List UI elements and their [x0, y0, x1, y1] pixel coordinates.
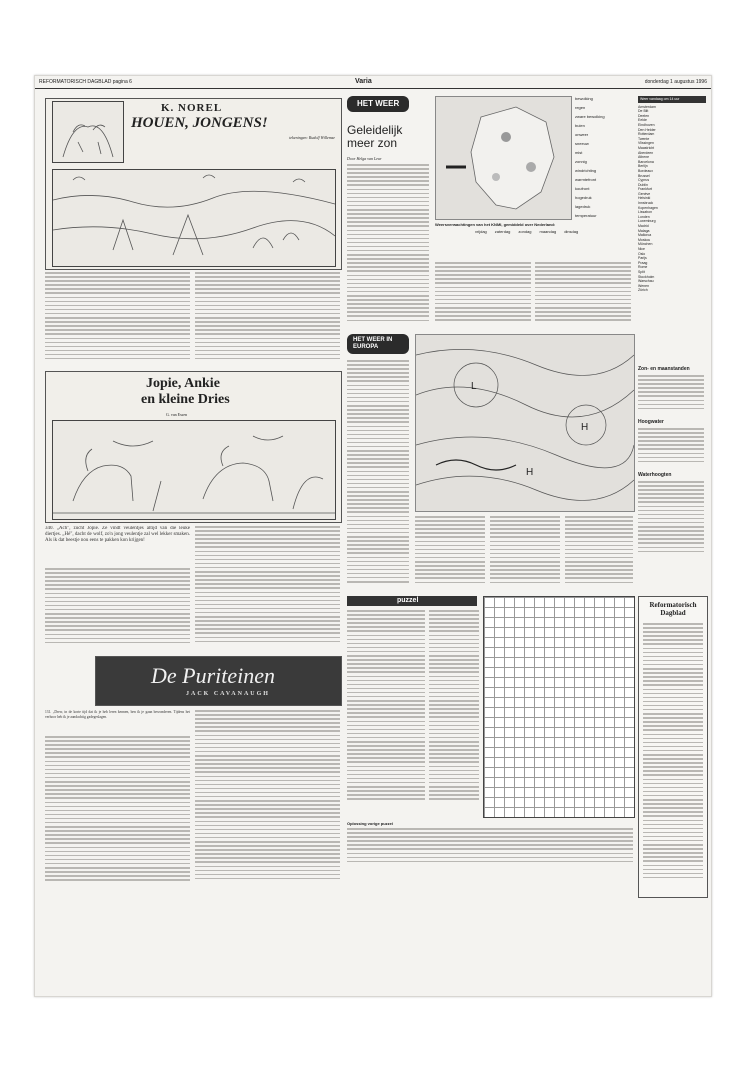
- city-row: Oslo: [638, 251, 646, 256]
- legend-item-13: temperatuur: [575, 213, 597, 218]
- city-row: Brussel: [638, 173, 650, 178]
- svg-text:H: H: [526, 467, 534, 478]
- serial-text-more: [45, 736, 190, 884]
- weather-legend: [575, 96, 631, 226]
- forecast-table: [435, 222, 631, 258]
- weather-article-3: [535, 262, 631, 324]
- city-row: Genève: [638, 191, 651, 196]
- city-row: Londen: [638, 214, 650, 219]
- europe-text-col1: [415, 516, 485, 590]
- comic1-panel-shoreline: [52, 169, 336, 267]
- city-row: Dublin: [638, 182, 648, 187]
- puzzle-solution-title: Oplossing vorige puzzel: [347, 821, 394, 826]
- comic1-panel-boys: [52, 101, 124, 163]
- city-row: Aberdeen: [638, 150, 654, 155]
- forecast-day-4: dinsdag: [564, 229, 579, 234]
- comic1-author: K. NOREL: [161, 102, 223, 114]
- weather-logo-text: HET WEER: [357, 99, 400, 108]
- forecast-day-3: maandag: [539, 229, 557, 234]
- legend-item-1: regen: [575, 105, 586, 110]
- europe-text-col2: [490, 516, 560, 590]
- serial-title: De Puriteinen: [151, 663, 276, 688]
- comic2-title-line1: Jopie, Ankie: [146, 376, 220, 391]
- waterhoogten-title: Waterhoogten: [638, 472, 672, 478]
- serial-author: JACK CAVANAUGH: [186, 691, 270, 697]
- puzzle-title: puzzel: [397, 597, 419, 604]
- legend-item-6: mist: [575, 150, 583, 155]
- puzzle-header: [347, 596, 477, 606]
- serial-banner: [95, 656, 342, 706]
- city-row: Luxemburg: [638, 219, 656, 224]
- city-row: Praag: [638, 260, 648, 265]
- serial-text: 131. „Drew, in de korte tijd dat ik je heb leren kennen, ben ik je gaan bewonderen. Tijdens het verhoor heb ik je aandachtig gadegeslagen.: [45, 710, 190, 719]
- puzzle-clues: [347, 610, 425, 810]
- svg-text:L: L: [471, 381, 477, 392]
- city-row: De Bilt: [638, 109, 649, 114]
- comic1-credit: tekeningen: Rudolf Willemse: [289, 135, 335, 140]
- city-row: Zürich: [638, 288, 648, 293]
- city-row: Athene: [638, 155, 650, 160]
- city-row: Moskou: [638, 237, 651, 242]
- city-row: Helsinki: [638, 196, 651, 201]
- city-row: Split: [638, 269, 645, 274]
- city-weather-table: [638, 96, 706, 346]
- comic1-title: HOUEN, JONGENS!: [131, 115, 268, 131]
- city-row: Kopenhagen: [638, 205, 658, 210]
- weather-article: [347, 164, 429, 324]
- city-row: Den Helder: [638, 127, 656, 132]
- comic2-title-line2: en kleine Dries: [141, 392, 230, 407]
- city-row: Eindhoven: [638, 122, 655, 127]
- masthead-box: [638, 596, 708, 898]
- legend-item-11: hogedruk: [575, 195, 592, 200]
- header-left: REFORMATORISCH DAGBLAD pagina 6: [39, 79, 132, 85]
- city-table-title: Weer vandaag om 14 uur: [638, 96, 706, 103]
- city-row: Mallorca: [638, 233, 652, 238]
- legend-item-3: buien: [575, 123, 585, 128]
- comic2-credit: G. van Essen: [166, 412, 187, 417]
- tides-box: [638, 366, 706, 566]
- legend-item-12: lagedruk: [575, 204, 591, 209]
- svg-text:H: H: [581, 422, 589, 433]
- city-row: Wenen: [638, 283, 650, 288]
- city-row: Stockholm: [638, 274, 655, 279]
- puzzle-clues-2: [429, 610, 479, 810]
- city-row: Berlijn: [638, 164, 648, 169]
- city-row: Madrid: [638, 224, 649, 229]
- tides-title: Zon- en maanstanden: [638, 366, 690, 372]
- legend-item-10: koufront: [575, 186, 590, 191]
- comic-jopie-ankie: [45, 371, 342, 523]
- legend-item-7: zonnig: [575, 159, 587, 164]
- legend-item-2: zware bewolking: [575, 114, 605, 119]
- city-row: Barcelona: [638, 159, 654, 164]
- comic1-story-text: [45, 272, 190, 368]
- city-row: Frankfurt: [638, 187, 653, 192]
- comic-houen-jongens: [45, 98, 342, 270]
- legend-item-5: sneeuw: [575, 141, 589, 146]
- city-row: Innsbruck: [638, 201, 654, 206]
- weather-logo: [347, 96, 409, 112]
- city-row: München: [638, 242, 653, 247]
- header-date: donderdag 1 augustus 1996: [644, 79, 707, 85]
- europe-article: [347, 360, 409, 590]
- newspaper-page: [34, 75, 712, 997]
- forecast-day-1: zaterdag: [494, 229, 511, 234]
- city-rows: [638, 105, 706, 293]
- city-row: Maastricht: [638, 145, 655, 150]
- weather-article-2: [435, 262, 531, 324]
- city-row: Amsterdam: [638, 104, 656, 109]
- hoogwater-title: Hoogwater: [638, 419, 664, 425]
- city-row: Cyprus: [638, 178, 650, 183]
- netherlands-weather-map: [435, 96, 572, 220]
- city-row: Twente: [638, 136, 650, 141]
- puzzle-solution: [347, 821, 633, 891]
- city-row: Lissabon: [638, 210, 653, 215]
- page-header: [35, 76, 711, 89]
- forecast-day-2: zondag: [518, 229, 532, 234]
- europe-text-col3: [565, 516, 633, 590]
- city-row: Rome: [638, 265, 648, 270]
- comic2-story-text-2: [195, 526, 340, 648]
- legend-item-9: warmtefront: [575, 177, 597, 182]
- serial-text-col2: [195, 710, 340, 884]
- weather-headline: Geleidelijk meer zon: [347, 123, 403, 150]
- comic1-story-text-2: [195, 272, 340, 368]
- section-title: Varia: [355, 78, 372, 85]
- comic2-story-text-more: [45, 568, 190, 648]
- comic2-panel-horses: [52, 420, 336, 520]
- city-row: Malaga: [638, 228, 650, 233]
- city-row: Vlissingen: [638, 141, 654, 146]
- city-row: Warschau: [638, 279, 654, 284]
- legend-item-4: onweer: [575, 132, 589, 137]
- europe-logo-text: HET WEER IN EUROPA: [353, 337, 393, 350]
- comic2-story-text: 340. „Ach", zucht Jopie. Ze vindt veulentjes altijd van die leuke diertjes. „Hé", dacht de wolf, zo'n jong veulentje zal wel lekker smaken. Als ik dat beestje nou eens te pakken kon krijgen!: [45, 526, 190, 543]
- forecast-day-0: vrijdag: [475, 229, 487, 234]
- weather-byline: Door Helga van Leur: [347, 156, 382, 161]
- europe-weather-map: [415, 334, 635, 512]
- legend-item-0: bewolking: [575, 96, 593, 101]
- city-row: Eelde: [638, 118, 647, 123]
- europe-weather-logo: [347, 334, 409, 354]
- city-row: Bordeaux: [638, 168, 653, 173]
- crossword-grid: [483, 596, 635, 818]
- legend-item-8: windrichting: [575, 168, 597, 173]
- masthead-name: Reformatorisch Dagblad: [649, 601, 697, 617]
- city-row: Deelen: [638, 113, 650, 118]
- forecast-caption: Weersverwachtingen van het KNMI, gemiddeld over Nederland:: [435, 222, 556, 227]
- city-row: Nice: [638, 247, 646, 251]
- city-row: Rotterdam: [638, 132, 655, 137]
- city-row: Parijs: [638, 256, 647, 261]
